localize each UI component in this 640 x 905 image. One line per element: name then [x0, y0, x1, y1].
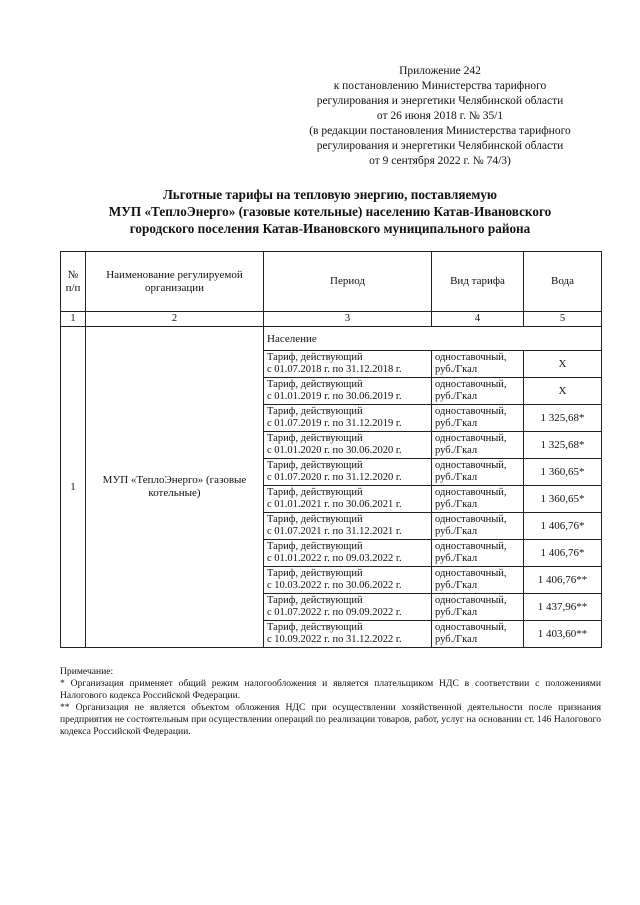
period-cell: Тариф, действующий с 01.07.2020 г. по 31.12.2020 г.	[264, 459, 432, 486]
period-cell: Тариф, действующий с 01.07.2019 г. по 31.12.2019 г.	[264, 405, 432, 432]
water-value: 1 360,65*	[524, 486, 602, 513]
title-line: городского поселения Катав-Ивановского муниципального района	[129, 221, 531, 236]
appendix-line: Приложение 242	[399, 65, 481, 77]
period-cell: Тариф, действующий с 01.01.2020 г. по 30.06.2020 г.	[264, 432, 432, 459]
header-organization: Наименование регулируемой организации	[86, 252, 264, 312]
appendix-block	[290, 64, 590, 169]
period-cell: Тариф, действующий с 01.01.2021 г. по 30.06.2021 г.	[264, 486, 432, 513]
column-number: 2	[86, 312, 264, 327]
header-period: Период	[264, 252, 432, 312]
water-value: 1 406,76**	[524, 567, 602, 594]
water-value: 1 403,60**	[524, 621, 602, 648]
tariff-kind-cell: одноставочный, руб./Гкал	[432, 567, 524, 594]
water-value: 1 360,65*	[524, 459, 602, 486]
tariff-kind-cell: одноставочный, руб./Гкал	[432, 432, 524, 459]
water-value: Х	[524, 351, 602, 378]
tariff-kind-cell: одноставочный, руб./Гкал	[432, 513, 524, 540]
appendix-line: регулирования и энергетики Челябинской области	[316, 140, 564, 152]
appendix-line: регулирования и энергетики Челябинской области	[316, 95, 564, 107]
tariff-kind-cell: одноставочный, руб./Гкал	[432, 405, 524, 432]
group-label: Население	[264, 327, 602, 351]
water-value: 1 437,96**	[524, 594, 602, 621]
header-tariff-kind: Вид тарифа	[432, 252, 524, 312]
tariff-kind-cell: одноставочный, руб./Гкал	[432, 621, 524, 648]
period-cell: Тариф, действующий с 01.01.2019 г. по 30.06.2019 г.	[264, 378, 432, 405]
note-item: ** Организация не является объектом обложения НДС при осуществлении хозяйственной деятельности после признания предприятия не состоятельным при осуществлении операций по реализации товаров, работ, услуг на основании ст. 146 Налогового кодекса Российской Федерации.	[60, 702, 601, 737]
group-row	[61, 327, 602, 351]
appendix-line: (в редакции постановления Министерства тарифного	[309, 125, 571, 137]
header-num: № п/п	[61, 252, 86, 312]
tariff-kind-cell: одноставочный, руб./Гкал	[432, 594, 524, 621]
column-numbers-row	[61, 312, 602, 327]
document-title	[60, 186, 600, 237]
period-cell: Тариф, действующий с 01.07.2018 г. по 31.12.2018 г.	[264, 351, 432, 378]
table-header-row	[61, 252, 602, 312]
water-value: 1 325,68*	[524, 405, 602, 432]
appendix-line: от 9 сентября 2022 г. № 74/3)	[369, 155, 511, 167]
notes-block	[60, 666, 601, 738]
period-cell: Тариф, действующий с 01.07.2021 г. по 31.12.2021 г.	[264, 513, 432, 540]
period-cell: Тариф, действующий с 10.03.2022 г. по 30.06.2022 г.	[264, 567, 432, 594]
period-cell: Тариф, действующий с 10.09.2022 г. по 31.12.2022 г.	[264, 621, 432, 648]
title-line: Льготные тарифы на тепловую энергию, поставляемую	[162, 187, 497, 202]
note-item: * Организация применяет общий режим налогообложения и является плательщиком НДС в соответствии с положениями Налогового кодекса Российской Федерации.	[60, 678, 601, 701]
column-number: 4	[432, 312, 524, 327]
water-value: Х	[524, 378, 602, 405]
tariff-kind-cell: одноставочный, руб./Гкал	[432, 351, 524, 378]
notes-heading: Примечание:	[60, 666, 114, 677]
appendix-line: к постановлению Министерства тарифного	[333, 80, 547, 92]
column-number: 5	[524, 312, 602, 327]
period-cell: Тариф, действующий с 01.07.2022 г. по 09.09.2022 г.	[264, 594, 432, 621]
column-number: 3	[264, 312, 432, 327]
header-water: Вода	[524, 252, 602, 312]
tariff-kind-cell: одноставочный, руб./Гкал	[432, 459, 524, 486]
water-value: 1 406,76*	[524, 540, 602, 567]
appendix-line: от 26 июня 2018 г. № 35/1	[376, 110, 504, 122]
row-number: 1	[61, 327, 86, 648]
water-value: 1 406,76*	[524, 513, 602, 540]
title-line: МУП «ТеплоЭнерго» (газовые котельные) населению Катав-Ивановского	[108, 204, 552, 219]
water-value: 1 325,68*	[524, 432, 602, 459]
organization-name: МУП «ТеплоЭнерго» (газовые котельные)	[86, 327, 264, 648]
period-cell: Тариф, действующий с 01.01.2022 г. по 09.03.2022 г.	[264, 540, 432, 567]
tariff-kind-cell: одноставочный, руб./Гкал	[432, 486, 524, 513]
tariff-kind-cell: одноставочный, руб./Гкал	[432, 540, 524, 567]
tariff-kind-cell: одноставочный, руб./Гкал	[432, 378, 524, 405]
tariff-table	[60, 251, 602, 648]
column-number: 1	[61, 312, 86, 327]
